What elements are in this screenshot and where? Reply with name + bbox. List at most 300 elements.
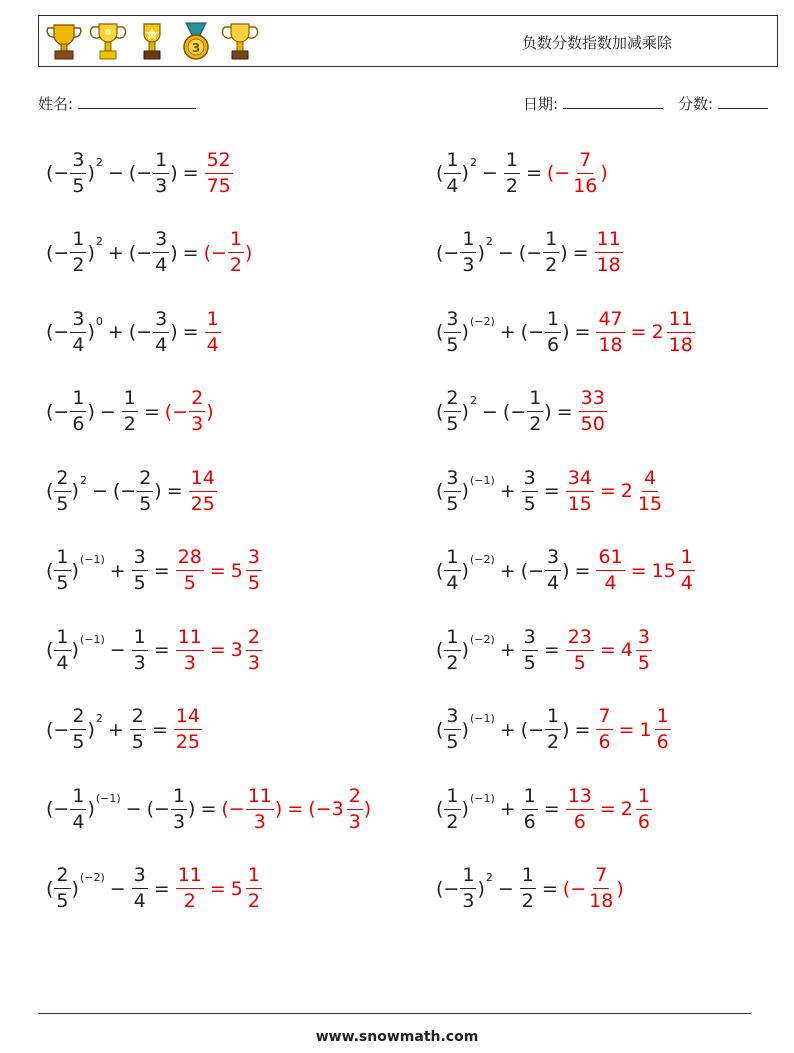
paren: ) xyxy=(87,400,95,423)
paren: ) xyxy=(188,798,196,820)
paren: ( xyxy=(46,241,54,264)
whole-number: 2 xyxy=(620,480,633,502)
numerator: 1 xyxy=(545,310,561,333)
fraction xyxy=(228,230,244,275)
answer xyxy=(546,148,608,197)
numerator: 2 xyxy=(189,389,205,412)
medal-3-icon xyxy=(177,21,215,63)
paren: ) xyxy=(245,241,253,264)
equals-sign: = xyxy=(182,321,199,343)
fraction xyxy=(70,148,86,197)
equals-sign: = xyxy=(543,798,560,820)
paren: ( xyxy=(520,559,529,582)
numerator: 1 xyxy=(522,787,538,810)
numerator: 1 xyxy=(527,389,543,412)
equals-sign: = xyxy=(574,559,591,582)
denominator: 5 xyxy=(247,572,260,594)
denominator: 5 xyxy=(72,731,85,753)
fraction xyxy=(246,784,274,833)
denominator: 3 xyxy=(247,651,260,674)
equals-sign: = xyxy=(541,877,558,900)
numerator: 1 xyxy=(460,866,476,889)
answer xyxy=(578,389,608,434)
operator: + xyxy=(499,480,516,502)
fraction xyxy=(444,389,460,434)
denominator: 2 xyxy=(521,890,534,912)
operator: − xyxy=(481,400,498,423)
numerator: 3 xyxy=(132,548,148,571)
paren: ( xyxy=(46,559,54,582)
header-box xyxy=(38,15,778,67)
denominator: 15 xyxy=(637,492,663,515)
sheet-title: 负数分数指数加减乘除 xyxy=(521,34,672,52)
minus-sign: − xyxy=(53,162,70,184)
fraction xyxy=(527,389,543,434)
denominator: 5 xyxy=(446,333,459,356)
paren: ( xyxy=(308,798,316,820)
fraction xyxy=(460,866,476,911)
paren: ) xyxy=(616,877,624,900)
problem-p9 xyxy=(46,456,218,526)
numerator: 3 xyxy=(246,548,262,571)
numerator: 3 xyxy=(545,548,561,571)
denominator: 3 xyxy=(183,651,196,674)
fraction xyxy=(347,784,363,833)
fraction xyxy=(571,148,599,197)
denominator: 2 xyxy=(505,174,518,197)
exponent: 0 xyxy=(95,314,103,328)
date-label: 日期: xyxy=(523,95,559,113)
paren: ( xyxy=(128,162,137,184)
date-blank[interactable] xyxy=(563,94,663,109)
whole-number: 2 xyxy=(651,321,664,343)
problem-p12 xyxy=(436,536,696,606)
denominator: 5 xyxy=(523,492,536,515)
equals-sign: = xyxy=(556,400,573,423)
paren: ( xyxy=(146,798,155,820)
paren: ) xyxy=(461,798,469,820)
numerator: 1 xyxy=(636,787,652,810)
paren: ( xyxy=(436,321,444,343)
fraction xyxy=(655,707,671,752)
operator: + xyxy=(499,321,516,343)
paren: ( xyxy=(518,241,527,264)
paren: ) xyxy=(544,400,552,423)
paren: ) xyxy=(87,718,95,741)
denominator: 3 xyxy=(172,810,186,833)
equals-sign: = xyxy=(543,480,560,502)
fraction xyxy=(70,230,86,275)
equals-sign: = xyxy=(143,400,160,423)
whole-number: 15 xyxy=(651,559,676,582)
operator: + xyxy=(107,718,124,741)
denominator: 2 xyxy=(446,810,459,833)
fraction xyxy=(545,548,561,593)
denominator: 4 xyxy=(680,572,693,594)
fraction xyxy=(176,866,204,911)
svg-text:3: 3 xyxy=(191,41,201,55)
denominator: 3 xyxy=(462,890,475,912)
numerator: 1 xyxy=(54,628,70,651)
denominator: 6 xyxy=(72,413,85,435)
denominator: 6 xyxy=(637,810,650,833)
operator: + xyxy=(109,559,126,582)
problem-p14 xyxy=(436,615,653,685)
numerator: 1 xyxy=(655,707,671,730)
fraction xyxy=(137,466,153,515)
score-field[interactable] xyxy=(678,93,768,114)
denominator: 5 xyxy=(139,492,152,515)
whole-number: 1 xyxy=(639,718,652,741)
numerator: 3 xyxy=(636,628,652,651)
denominator: 18 xyxy=(668,333,693,356)
denominator: 16 xyxy=(573,174,598,197)
paren: ) xyxy=(87,798,95,820)
trophy-row xyxy=(45,21,259,63)
minus-sign: − xyxy=(528,718,545,741)
exponent: (−1) xyxy=(79,553,105,566)
denominator: 5 xyxy=(56,492,69,515)
numerator: 52 xyxy=(205,151,233,174)
answer xyxy=(175,866,263,911)
problem-p19 xyxy=(46,854,263,924)
equals-sign: = xyxy=(153,877,170,900)
problem-p13 xyxy=(46,615,263,685)
minus-sign: − xyxy=(570,877,587,900)
fraction xyxy=(132,625,148,674)
minus-sign: − xyxy=(136,162,153,184)
denominator: 25 xyxy=(190,492,215,515)
fraction xyxy=(566,784,594,833)
equals-sign: = xyxy=(200,798,217,820)
answer xyxy=(173,707,203,752)
minus-sign: − xyxy=(528,321,545,343)
denominator: 2 xyxy=(183,890,196,912)
operator: − xyxy=(497,241,514,264)
fraction xyxy=(460,230,476,275)
fraction xyxy=(522,784,538,833)
operator: − xyxy=(99,400,116,423)
paren: ( xyxy=(520,321,529,343)
fraction xyxy=(595,230,623,275)
denominator: 6 xyxy=(573,810,586,833)
whole-number: 3 xyxy=(230,639,243,661)
score-blank[interactable] xyxy=(718,94,768,109)
problem-p18 xyxy=(436,774,653,844)
problem-p10 xyxy=(436,456,665,526)
minus-sign: − xyxy=(53,798,70,820)
fraction xyxy=(132,866,148,911)
paren: ( xyxy=(46,798,54,820)
numerator: 1 xyxy=(132,628,148,651)
fraction xyxy=(54,866,70,911)
numerator: 3 xyxy=(153,230,169,253)
numerator: 11 xyxy=(667,310,695,333)
minus-sign: − xyxy=(443,241,460,264)
numerator: 2 xyxy=(137,469,153,492)
minus-sign: − xyxy=(53,718,70,741)
fraction xyxy=(130,707,146,752)
minus-sign: − xyxy=(554,162,571,184)
operator: − xyxy=(107,162,124,184)
numerator: 1 xyxy=(228,230,244,253)
minus-sign: − xyxy=(528,559,545,582)
fraction xyxy=(153,307,169,356)
paren: ( xyxy=(46,400,54,423)
denominator: 5 xyxy=(183,572,196,594)
numerator: 2 xyxy=(54,469,70,492)
operator: + xyxy=(499,639,516,661)
whole-number: 2 xyxy=(620,798,633,820)
exponent: (−1) xyxy=(79,632,105,646)
minus-sign: − xyxy=(526,241,543,264)
paren: ( xyxy=(46,162,54,184)
denominator: 5 xyxy=(131,731,144,753)
name-field[interactable] xyxy=(38,93,196,114)
fraction xyxy=(679,548,695,593)
minus-sign: − xyxy=(136,241,153,264)
operator: = xyxy=(618,718,635,741)
denominator: 2 xyxy=(446,651,459,674)
operator: = xyxy=(630,321,647,343)
equals-sign: = xyxy=(151,718,168,741)
paren: ) xyxy=(170,321,178,343)
numerator: 1 xyxy=(444,548,460,571)
paren: ( xyxy=(221,798,229,820)
fraction xyxy=(444,625,460,674)
paren: ( xyxy=(46,321,54,343)
denominator: 50 xyxy=(580,413,605,435)
numerator: 1 xyxy=(122,389,138,412)
answer xyxy=(595,707,671,752)
name-blank[interactable] xyxy=(78,94,196,109)
paren: ) xyxy=(274,798,283,820)
denominator: 3 xyxy=(462,254,475,276)
fraction xyxy=(122,389,138,434)
fraction xyxy=(246,625,262,674)
numerator: 7 xyxy=(593,866,609,889)
paren: ( xyxy=(436,162,444,184)
answer xyxy=(175,548,263,593)
paren: ) xyxy=(71,639,79,661)
exponent: 2 xyxy=(469,155,477,169)
paren: ( xyxy=(436,400,444,423)
fraction xyxy=(54,548,70,593)
paren: ) xyxy=(87,162,95,184)
exponent: 2 xyxy=(95,712,103,725)
denominator: 5 xyxy=(637,651,650,674)
operator: + xyxy=(499,559,516,582)
denominator: 5 xyxy=(446,413,459,435)
numerator: 14 xyxy=(174,707,202,730)
paren: ) xyxy=(170,162,178,184)
fraction xyxy=(522,625,538,674)
operator: + xyxy=(499,718,516,741)
numerator: 1 xyxy=(444,787,460,810)
paren: ) xyxy=(562,559,570,582)
answer xyxy=(565,625,653,674)
fraction xyxy=(70,784,86,833)
paren: ) xyxy=(71,480,79,502)
fraction xyxy=(205,148,233,197)
minus-sign: − xyxy=(120,480,137,502)
operator: = xyxy=(209,877,226,900)
problem-p6 xyxy=(436,297,696,367)
denominator: 5 xyxy=(523,651,536,674)
numerator: 1 xyxy=(171,787,187,810)
numerator: 1 xyxy=(520,866,536,889)
paren: ) xyxy=(562,718,570,741)
numerator: 3 xyxy=(70,151,86,174)
equals-sign: = xyxy=(153,639,170,661)
fraction xyxy=(566,466,594,515)
paren: ) xyxy=(560,241,568,264)
numerator: 1 xyxy=(153,151,169,174)
numerator: 1 xyxy=(70,389,86,412)
paren: ( xyxy=(546,162,555,184)
equals-sign: = xyxy=(525,162,542,184)
denominator: 4 xyxy=(72,810,85,833)
paren: ( xyxy=(520,718,529,741)
operator: − xyxy=(91,480,108,502)
paren: ( xyxy=(112,480,121,502)
paren: ) xyxy=(87,321,95,343)
denominator: 2 xyxy=(229,254,242,276)
exponent: 2 xyxy=(485,871,493,884)
minus-sign: − xyxy=(53,400,70,423)
paren: ( xyxy=(46,877,54,900)
numerator: 2 xyxy=(347,787,363,810)
numerator: 1 xyxy=(70,787,86,810)
denominator: 5 xyxy=(573,651,586,674)
paren: ) xyxy=(170,241,178,264)
numerator: 1 xyxy=(504,151,520,174)
denominator: 2 xyxy=(72,254,85,276)
problem-p3 xyxy=(46,218,252,288)
answer xyxy=(204,148,234,197)
operator: + xyxy=(499,798,516,820)
answer xyxy=(565,466,665,515)
footer-url: www.snowmath.com xyxy=(315,1029,479,1045)
exponent: (−2) xyxy=(469,314,495,328)
exponent: 2 xyxy=(95,235,103,248)
numerator: 11 xyxy=(176,866,204,889)
problem-p17 xyxy=(46,774,371,844)
paren: ( xyxy=(128,321,137,343)
numerator: 34 xyxy=(566,469,594,492)
paren: ( xyxy=(46,480,54,502)
equals-sign: = xyxy=(182,162,199,184)
denominator: 4 xyxy=(547,572,560,594)
exponent: (−2) xyxy=(469,632,495,646)
whole-number: 5 xyxy=(230,559,243,582)
problem-p8 xyxy=(436,377,608,447)
numerator: 1 xyxy=(545,707,561,730)
numerator: 11 xyxy=(176,628,204,651)
fraction xyxy=(596,707,612,752)
fraction xyxy=(444,307,460,356)
paren: ( xyxy=(436,718,444,741)
fraction xyxy=(189,466,217,515)
numerator: 28 xyxy=(176,548,204,571)
exponent: (−2) xyxy=(469,553,495,566)
numerator: 13 xyxy=(566,787,594,810)
paren: ( xyxy=(436,798,444,820)
answer xyxy=(565,784,653,833)
numerator: 23 xyxy=(566,628,594,651)
paren: ) xyxy=(461,400,469,423)
gold-cup-icon xyxy=(221,21,259,63)
problem-p5 xyxy=(46,297,222,367)
paren: ) xyxy=(461,162,469,184)
problem-p20 xyxy=(436,854,624,924)
fraction xyxy=(636,625,652,674)
gold-trophy-icon xyxy=(45,21,83,63)
numerator: 7 xyxy=(577,151,593,174)
minus-sign: − xyxy=(172,400,189,423)
denominator: 5 xyxy=(133,572,146,594)
paren: ( xyxy=(46,718,54,741)
denominator: 4 xyxy=(446,572,459,594)
problem-p15 xyxy=(46,695,203,765)
denominator: 3 xyxy=(348,810,361,833)
minus-sign: − xyxy=(53,241,70,264)
paren: ) xyxy=(562,321,570,343)
operator: − xyxy=(497,877,514,900)
exponent: (−1) xyxy=(95,791,121,805)
denominator: 3 xyxy=(191,413,204,435)
problem-p7 xyxy=(46,377,214,447)
numerator: 61 xyxy=(596,548,624,571)
operator: + xyxy=(107,321,124,343)
paren: ( xyxy=(203,241,211,264)
fraction xyxy=(246,866,262,911)
fraction xyxy=(54,625,70,674)
numerator: 3 xyxy=(132,866,148,889)
exponent: (−1) xyxy=(469,473,495,487)
answer xyxy=(165,389,214,434)
denominator: 4 xyxy=(206,333,219,356)
fraction xyxy=(444,548,460,593)
numerator: 2 xyxy=(246,628,262,651)
paren: ) xyxy=(477,877,485,900)
paren: ( xyxy=(436,241,444,264)
fraction xyxy=(176,548,204,593)
exponent: 2 xyxy=(79,473,87,487)
whole-number: 4 xyxy=(620,639,633,661)
fraction xyxy=(70,707,86,752)
numerator: 47 xyxy=(596,310,624,333)
operator: = xyxy=(599,798,616,820)
problem-p4 xyxy=(436,218,624,288)
fraction xyxy=(153,230,169,275)
paren: ) xyxy=(71,877,79,900)
operator: − xyxy=(109,877,126,900)
paren: ( xyxy=(46,639,54,661)
paren: ) xyxy=(600,162,608,184)
operator: = xyxy=(287,798,304,820)
paren: ) xyxy=(87,241,95,264)
paren: ( xyxy=(164,400,173,423)
fraction xyxy=(444,707,460,752)
numerator: 3 xyxy=(444,469,460,492)
gold-cup-icon xyxy=(89,21,127,63)
date-field[interactable] xyxy=(523,93,663,114)
minus-sign: − xyxy=(53,321,70,343)
denominator: 5 xyxy=(446,731,459,753)
denominator: 75 xyxy=(206,174,231,197)
paren: ) xyxy=(154,480,162,502)
